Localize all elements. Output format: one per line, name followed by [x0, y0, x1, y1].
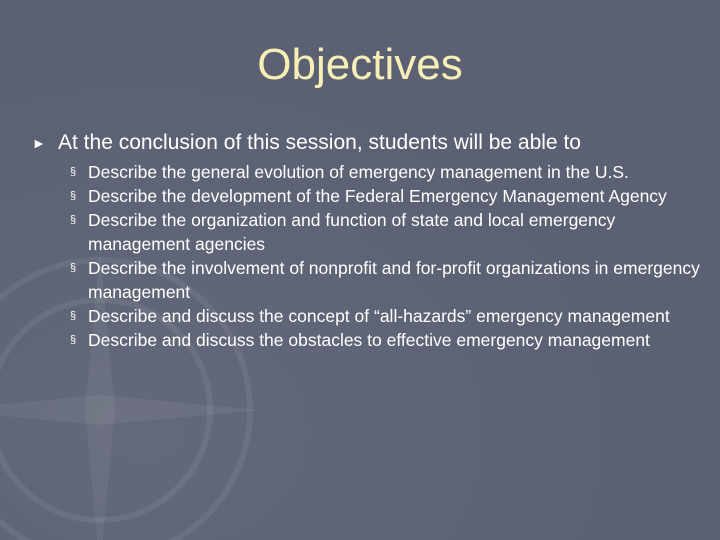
list-item — [70, 208, 700, 256]
list-item-text: Describe the development of the Federal Emergency Management Agency — [88, 186, 667, 206]
objectives-list — [70, 160, 700, 352]
list-item-text: Describe and discuss the concept of “all-hazards” emergency management — [88, 306, 670, 326]
list-item — [70, 328, 700, 352]
list-item — [70, 184, 700, 208]
lead-bullet — [32, 128, 692, 158]
list-item-text: Describe the involvement of nonprofit and for-profit organizations in emergency management — [88, 258, 700, 302]
square-bullet-icon: § — [70, 310, 77, 322]
list-item-text: Describe the organization and function of state and local emergency management agencies — [88, 210, 616, 254]
square-bullet-icon: § — [70, 334, 77, 346]
right-pointer-icon: ► — [32, 135, 46, 151]
list-item — [70, 256, 700, 304]
square-bullet-icon: § — [70, 262, 77, 274]
list-item — [70, 304, 700, 328]
square-bullet-icon: § — [70, 190, 77, 202]
slide-title: Objectives — [257, 40, 463, 89]
square-bullet-icon: § — [70, 214, 77, 226]
lead-text: At the conclusion of this session, students will be able to — [58, 131, 581, 154]
list-item-text: Describe the general evolution of emergency management in the U.S. — [88, 162, 629, 182]
square-bullet-icon: § — [70, 166, 77, 178]
list-item-text: Describe and discuss the obstacles to effective emergency management — [88, 330, 650, 350]
list-item — [70, 160, 700, 184]
